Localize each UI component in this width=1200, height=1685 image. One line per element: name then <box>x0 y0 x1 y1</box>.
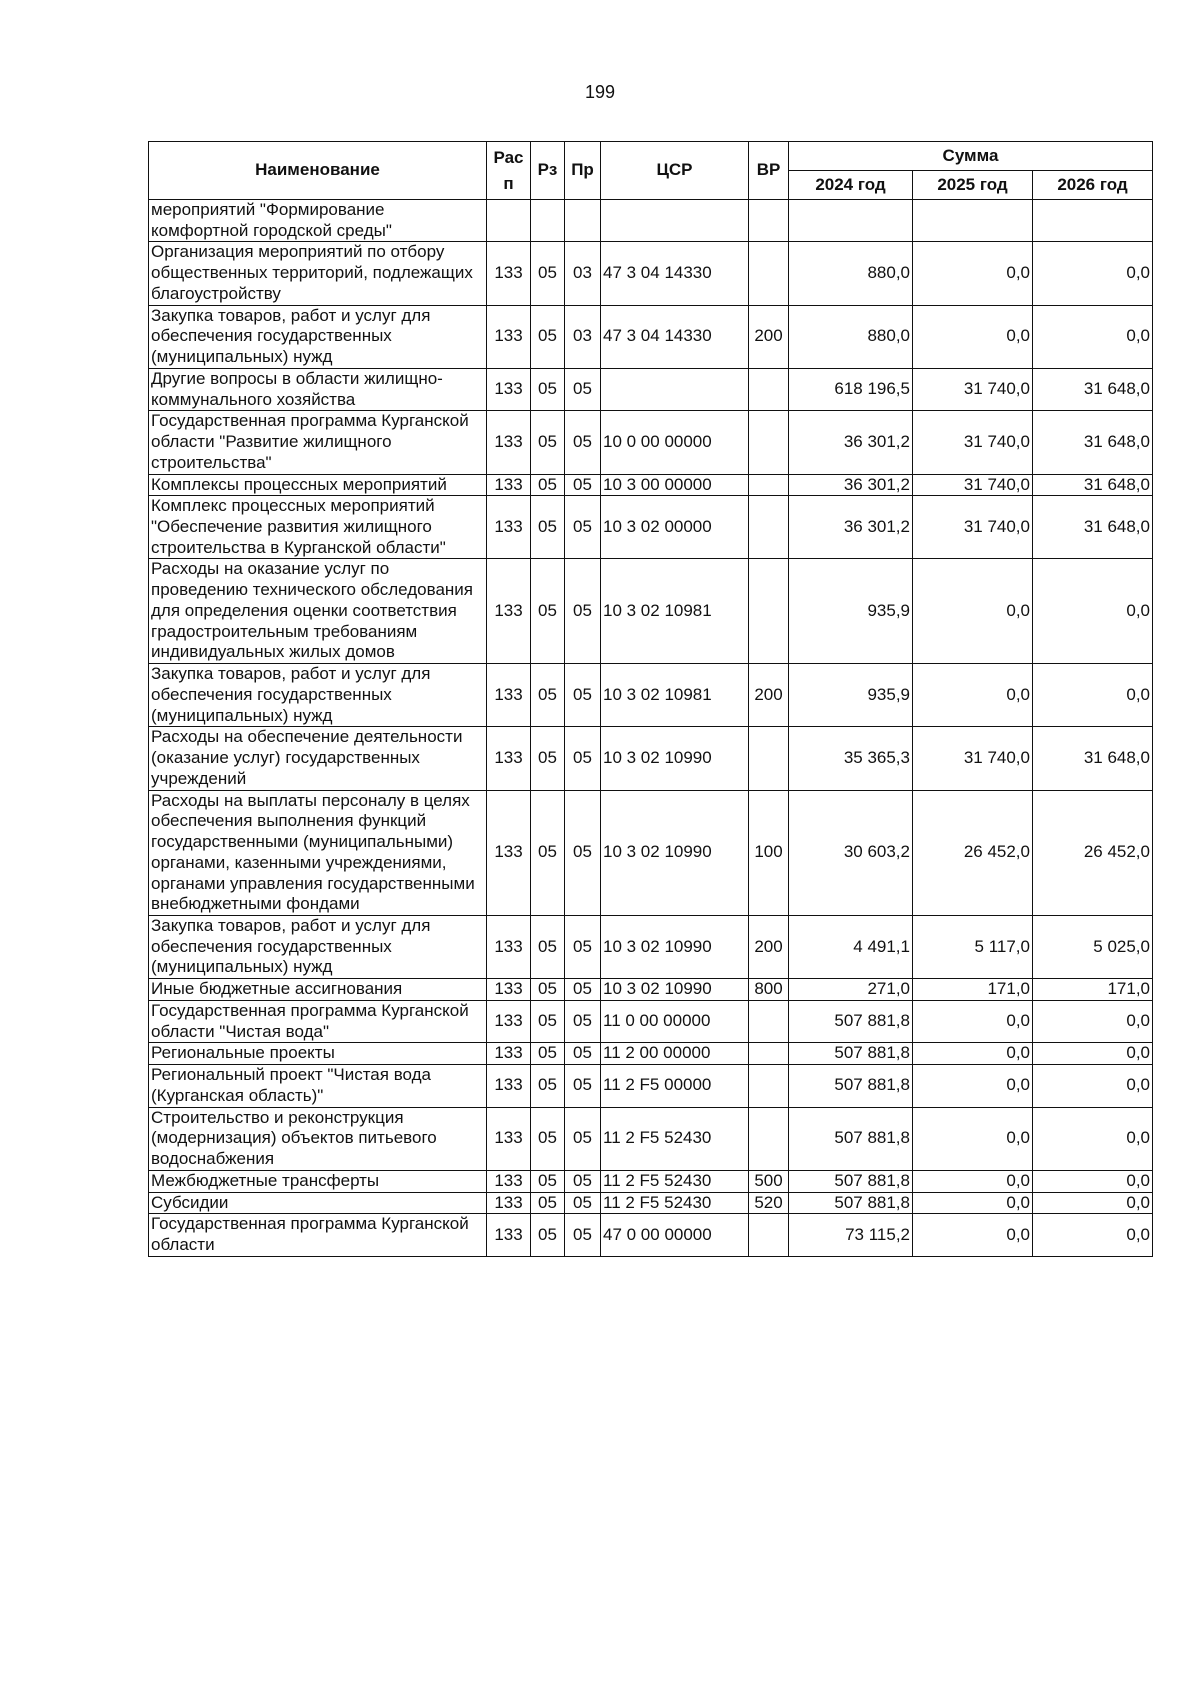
cell-pr: 03 <box>565 242 601 305</box>
table-header-row <box>149 142 1153 171</box>
cell-rasp: 133 <box>487 1043 531 1065</box>
cell-csr: 10 3 02 10990 <box>601 727 749 790</box>
table-row <box>149 790 1153 915</box>
cell-name: Иные бюджетные ассигнования <box>149 979 487 1001</box>
cell-pr: 05 <box>565 1192 601 1214</box>
cell-rz: 05 <box>531 1170 565 1192</box>
table-row <box>149 559 1153 664</box>
cell-rasp: 133 <box>487 915 531 978</box>
cell-vr: 200 <box>749 305 789 368</box>
cell-rasp: 133 <box>487 979 531 1001</box>
cell-sum-2026: 0,0 <box>1033 1065 1153 1107</box>
cell-vr <box>749 411 789 474</box>
cell-sum-2026: 31 648,0 <box>1033 411 1153 474</box>
cell-sum-2026: 0,0 <box>1033 664 1153 727</box>
cell-sum-2025 <box>913 200 1033 242</box>
cell-sum-2025: 31 740,0 <box>913 368 1033 410</box>
cell-csr: 11 2 00 00000 <box>601 1043 749 1065</box>
cell-rasp: 133 <box>487 305 531 368</box>
cell-rz: 05 <box>531 1192 565 1214</box>
header-pr: Пр <box>565 142 601 200</box>
cell-pr: 05 <box>565 1043 601 1065</box>
table-row <box>149 1000 1153 1042</box>
cell-sum-2025: 0,0 <box>913 1192 1033 1214</box>
cell-sum-2024: 36 301,2 <box>789 474 913 496</box>
cell-pr: 05 <box>565 1000 601 1042</box>
cell-rz: 05 <box>531 474 565 496</box>
cell-csr: 11 2 F5 52430 <box>601 1170 749 1192</box>
cell-sum-2024: 618 196,5 <box>789 368 913 410</box>
cell-vr: 500 <box>749 1170 789 1192</box>
cell-sum-2024: 935,9 <box>789 664 913 727</box>
cell-name: мероприятий "Формирование комфортной городской среды" <box>149 200 487 242</box>
cell-rasp: 133 <box>487 496 531 559</box>
cell-name: Региональные проекты <box>149 1043 487 1065</box>
cell-rasp: 133 <box>487 1000 531 1042</box>
cell-pr: 05 <box>565 474 601 496</box>
cell-rasp: 133 <box>487 368 531 410</box>
cell-sum-2026: 0,0 <box>1033 1170 1153 1192</box>
table-row <box>149 1043 1153 1065</box>
cell-rz: 05 <box>531 664 565 727</box>
cell-rz: 05 <box>531 1043 565 1065</box>
cell-pr: 05 <box>565 790 601 915</box>
cell-name: Межбюджетные трансферты <box>149 1170 487 1192</box>
cell-pr: 05 <box>565 411 601 474</box>
cell-name: Закупка товаров, работ и услуг для обеспечения государственных (муниципальных) нужд <box>149 305 487 368</box>
cell-sum-2024: 36 301,2 <box>789 411 913 474</box>
cell-name: Другие вопросы в области жилищно-коммунального хозяйства <box>149 368 487 410</box>
cell-vr <box>749 368 789 410</box>
table-row <box>149 915 1153 978</box>
cell-sum-2026: 0,0 <box>1033 559 1153 664</box>
cell-csr: 10 0 00 00000 <box>601 411 749 474</box>
cell-sum-2026: 0,0 <box>1033 1214 1153 1256</box>
cell-sum-2025: 0,0 <box>913 305 1033 368</box>
cell-sum-2026: 31 648,0 <box>1033 474 1153 496</box>
cell-sum-2024: 507 881,8 <box>789 1043 913 1065</box>
cell-sum-2024: 507 881,8 <box>789 1170 913 1192</box>
cell-vr <box>749 1000 789 1042</box>
table-row <box>149 242 1153 305</box>
cell-vr <box>749 727 789 790</box>
header-2025: 2025 год <box>913 171 1033 200</box>
cell-rasp: 133 <box>487 474 531 496</box>
cell-sum-2025: 0,0 <box>913 664 1033 727</box>
cell-sum-2025: 0,0 <box>913 242 1033 305</box>
header-rz: Рз <box>531 142 565 200</box>
cell-sum-2026: 5 025,0 <box>1033 915 1153 978</box>
cell-sum-2025: 31 740,0 <box>913 496 1033 559</box>
cell-sum-2024: 4 491,1 <box>789 915 913 978</box>
cell-sum-2026: 171,0 <box>1033 979 1153 1001</box>
cell-csr: 10 3 00 00000 <box>601 474 749 496</box>
cell-sum-2025: 5 117,0 <box>913 915 1033 978</box>
cell-sum-2025: 171,0 <box>913 979 1033 1001</box>
table-row <box>149 200 1153 242</box>
cell-sum-2024: 271,0 <box>789 979 913 1001</box>
cell-sum-2024: 507 881,8 <box>789 1192 913 1214</box>
cell-rz: 05 <box>531 915 565 978</box>
header-csr: ЦСР <box>601 142 749 200</box>
cell-sum-2025: 0,0 <box>913 1214 1033 1256</box>
table-row <box>149 1214 1153 1256</box>
cell-sum-2026: 0,0 <box>1033 1000 1153 1042</box>
cell-csr: 11 2 F5 52430 <box>601 1192 749 1214</box>
cell-sum-2024: 35 365,3 <box>789 727 913 790</box>
cell-name: Государственная программа Курганской области "Развитие жилищного строительства" <box>149 411 487 474</box>
cell-rz: 05 <box>531 242 565 305</box>
cell-rz: 05 <box>531 305 565 368</box>
cell-vr <box>749 1214 789 1256</box>
cell-sum-2025: 0,0 <box>913 1107 1033 1170</box>
cell-vr <box>749 559 789 664</box>
cell-sum-2025: 0,0 <box>913 1065 1033 1107</box>
cell-rz: 05 <box>531 559 565 664</box>
cell-csr: 47 3 04 14330 <box>601 242 749 305</box>
cell-pr: 05 <box>565 915 601 978</box>
cell-rasp: 133 <box>487 664 531 727</box>
header-vr: ВР <box>749 142 789 200</box>
cell-name: Комплексы процессных мероприятий <box>149 474 487 496</box>
cell-rasp: 133 <box>487 559 531 664</box>
cell-vr: 520 <box>749 1192 789 1214</box>
cell-sum-2024: 507 881,8 <box>789 1065 913 1107</box>
cell-name: Расходы на оказание услуг по проведению технического обследования для определения оценки соответствия градостроительным требованиям индивидуальных жилых домов <box>149 559 487 664</box>
header-2024: 2024 год <box>789 171 913 200</box>
cell-pr: 05 <box>565 368 601 410</box>
cell-rasp: 133 <box>487 1065 531 1107</box>
cell-sum-2024: 30 603,2 <box>789 790 913 915</box>
cell-name: Комплекс процессных мероприятий "Обеспечение развития жилищного строительства в Курганской области" <box>149 496 487 559</box>
cell-pr: 05 <box>565 664 601 727</box>
table-row <box>149 496 1153 559</box>
cell-name: Закупка товаров, работ и услуг для обеспечения государственных (муниципальных) нужд <box>149 915 487 978</box>
cell-sum-2026: 0,0 <box>1033 1192 1153 1214</box>
cell-pr: 05 <box>565 727 601 790</box>
cell-csr: 11 2 F5 52430 <box>601 1107 749 1170</box>
cell-sum-2026: 0,0 <box>1033 242 1153 305</box>
cell-rasp: 133 <box>487 242 531 305</box>
cell-pr: 05 <box>565 1170 601 1192</box>
table-row <box>149 474 1153 496</box>
cell-sum-2025: 0,0 <box>913 559 1033 664</box>
cell-sum-2024: 935,9 <box>789 559 913 664</box>
cell-vr: 800 <box>749 979 789 1001</box>
cell-sum-2026: 0,0 <box>1033 1043 1153 1065</box>
table-row <box>149 305 1153 368</box>
cell-csr: 11 2 F5 00000 <box>601 1065 749 1107</box>
cell-vr <box>749 474 789 496</box>
cell-name: Региональный проект "Чистая вода (Курганская область)" <box>149 1065 487 1107</box>
cell-vr <box>749 1043 789 1065</box>
cell-sum-2025: 0,0 <box>913 1043 1033 1065</box>
cell-csr: 10 3 02 00000 <box>601 496 749 559</box>
cell-pr: 05 <box>565 559 601 664</box>
table-row <box>149 664 1153 727</box>
cell-rz: 05 <box>531 1065 565 1107</box>
cell-sum-2025: 26 452,0 <box>913 790 1033 915</box>
cell-sum-2024 <box>789 200 913 242</box>
cell-rz: 05 <box>531 496 565 559</box>
cell-rasp: 133 <box>487 1192 531 1214</box>
header-name: Наименование <box>149 142 487 200</box>
cell-pr: 05 <box>565 496 601 559</box>
table-row <box>149 727 1153 790</box>
cell-sum-2025: 31 740,0 <box>913 411 1033 474</box>
cell-rz: 05 <box>531 1000 565 1042</box>
table-row <box>149 368 1153 410</box>
cell-csr: 11 0 00 00000 <box>601 1000 749 1042</box>
cell-rasp: 133 <box>487 1107 531 1170</box>
cell-rz: 05 <box>531 979 565 1001</box>
cell-sum-2025: 31 740,0 <box>913 727 1033 790</box>
cell-rz: 05 <box>531 1107 565 1170</box>
cell-name: Государственная программа Курганской области <box>149 1214 487 1256</box>
cell-name: Строительство и реконструкция (модернизация) объектов питьевого водоснабжения <box>149 1107 487 1170</box>
cell-pr: 05 <box>565 1107 601 1170</box>
cell-rz: 05 <box>531 411 565 474</box>
header-rasp: Рас п <box>487 142 531 200</box>
cell-rasp: 133 <box>487 1170 531 1192</box>
table-body <box>149 200 1153 1257</box>
table-row <box>149 1107 1153 1170</box>
cell-csr <box>601 368 749 410</box>
cell-pr: 05 <box>565 979 601 1001</box>
cell-csr: 10 3 02 10990 <box>601 790 749 915</box>
cell-rz: 05 <box>531 790 565 915</box>
cell-vr <box>749 1065 789 1107</box>
cell-csr <box>601 200 749 242</box>
table-row <box>149 1065 1153 1107</box>
cell-vr: 200 <box>749 915 789 978</box>
table-row <box>149 1192 1153 1214</box>
cell-vr: 200 <box>749 664 789 727</box>
cell-rasp: 133 <box>487 1214 531 1256</box>
table-row <box>149 1170 1153 1192</box>
cell-sum-2026: 31 648,0 <box>1033 496 1153 559</box>
cell-sum-2026: 26 452,0 <box>1033 790 1153 915</box>
cell-rz: 05 <box>531 727 565 790</box>
cell-rasp: 133 <box>487 790 531 915</box>
cell-rz <box>531 200 565 242</box>
cell-csr: 10 3 02 10981 <box>601 559 749 664</box>
cell-vr: 100 <box>749 790 789 915</box>
header-2026: 2026 год <box>1033 171 1153 200</box>
cell-pr: 03 <box>565 305 601 368</box>
cell-sum-2024: 73 115,2 <box>789 1214 913 1256</box>
cell-csr: 47 0 00 00000 <box>601 1214 749 1256</box>
header-sum: Сумма <box>789 142 1153 171</box>
table-row <box>149 979 1153 1001</box>
cell-sum-2026 <box>1033 200 1153 242</box>
table-row <box>149 411 1153 474</box>
cell-sum-2024: 880,0 <box>789 305 913 368</box>
cell-sum-2026: 0,0 <box>1033 305 1153 368</box>
cell-name: Организация мероприятий по отбору общественных территорий, подлежащих благоустройству <box>149 242 487 305</box>
cell-sum-2024: 880,0 <box>789 242 913 305</box>
cell-sum-2024: 507 881,8 <box>789 1107 913 1170</box>
cell-rasp: 133 <box>487 727 531 790</box>
cell-rz: 05 <box>531 1214 565 1256</box>
cell-vr <box>749 496 789 559</box>
cell-sum-2026: 31 648,0 <box>1033 368 1153 410</box>
cell-vr <box>749 200 789 242</box>
cell-csr: 10 3 02 10990 <box>601 915 749 978</box>
cell-sum-2024: 507 881,8 <box>789 1000 913 1042</box>
cell-csr: 10 3 02 10981 <box>601 664 749 727</box>
page-number: 199 <box>584 82 616 102</box>
cell-rasp: 133 <box>487 411 531 474</box>
cell-pr <box>565 200 601 242</box>
cell-name: Государственная программа Курганской области "Чистая вода" <box>149 1000 487 1042</box>
budget-table <box>148 141 1153 1257</box>
cell-sum-2025: 31 740,0 <box>913 474 1033 496</box>
cell-csr: 10 3 02 10990 <box>601 979 749 1001</box>
cell-sum-2026: 31 648,0 <box>1033 727 1153 790</box>
cell-name: Субсидии <box>149 1192 487 1214</box>
cell-rz: 05 <box>531 368 565 410</box>
cell-vr <box>749 1107 789 1170</box>
cell-name: Расходы на выплаты персоналу в целях обеспечения выполнения функций государственными (муниципальными) органами, казенными учреждениями, органами управления государственными внебюджетными фондами <box>149 790 487 915</box>
cell-pr: 05 <box>565 1065 601 1107</box>
cell-pr: 05 <box>565 1214 601 1256</box>
cell-vr <box>749 242 789 305</box>
cell-sum-2024: 36 301,2 <box>789 496 913 559</box>
cell-rasp <box>487 200 531 242</box>
cell-sum-2025: 0,0 <box>913 1000 1033 1042</box>
cell-sum-2026: 0,0 <box>1033 1107 1153 1170</box>
cell-name: Расходы на обеспечение деятельности (оказание услуг) государственных учреждений <box>149 727 487 790</box>
cell-name: Закупка товаров, работ и услуг для обеспечения государственных (муниципальных) нужд <box>149 664 487 727</box>
cell-csr: 47 3 04 14330 <box>601 305 749 368</box>
cell-sum-2025: 0,0 <box>913 1170 1033 1192</box>
